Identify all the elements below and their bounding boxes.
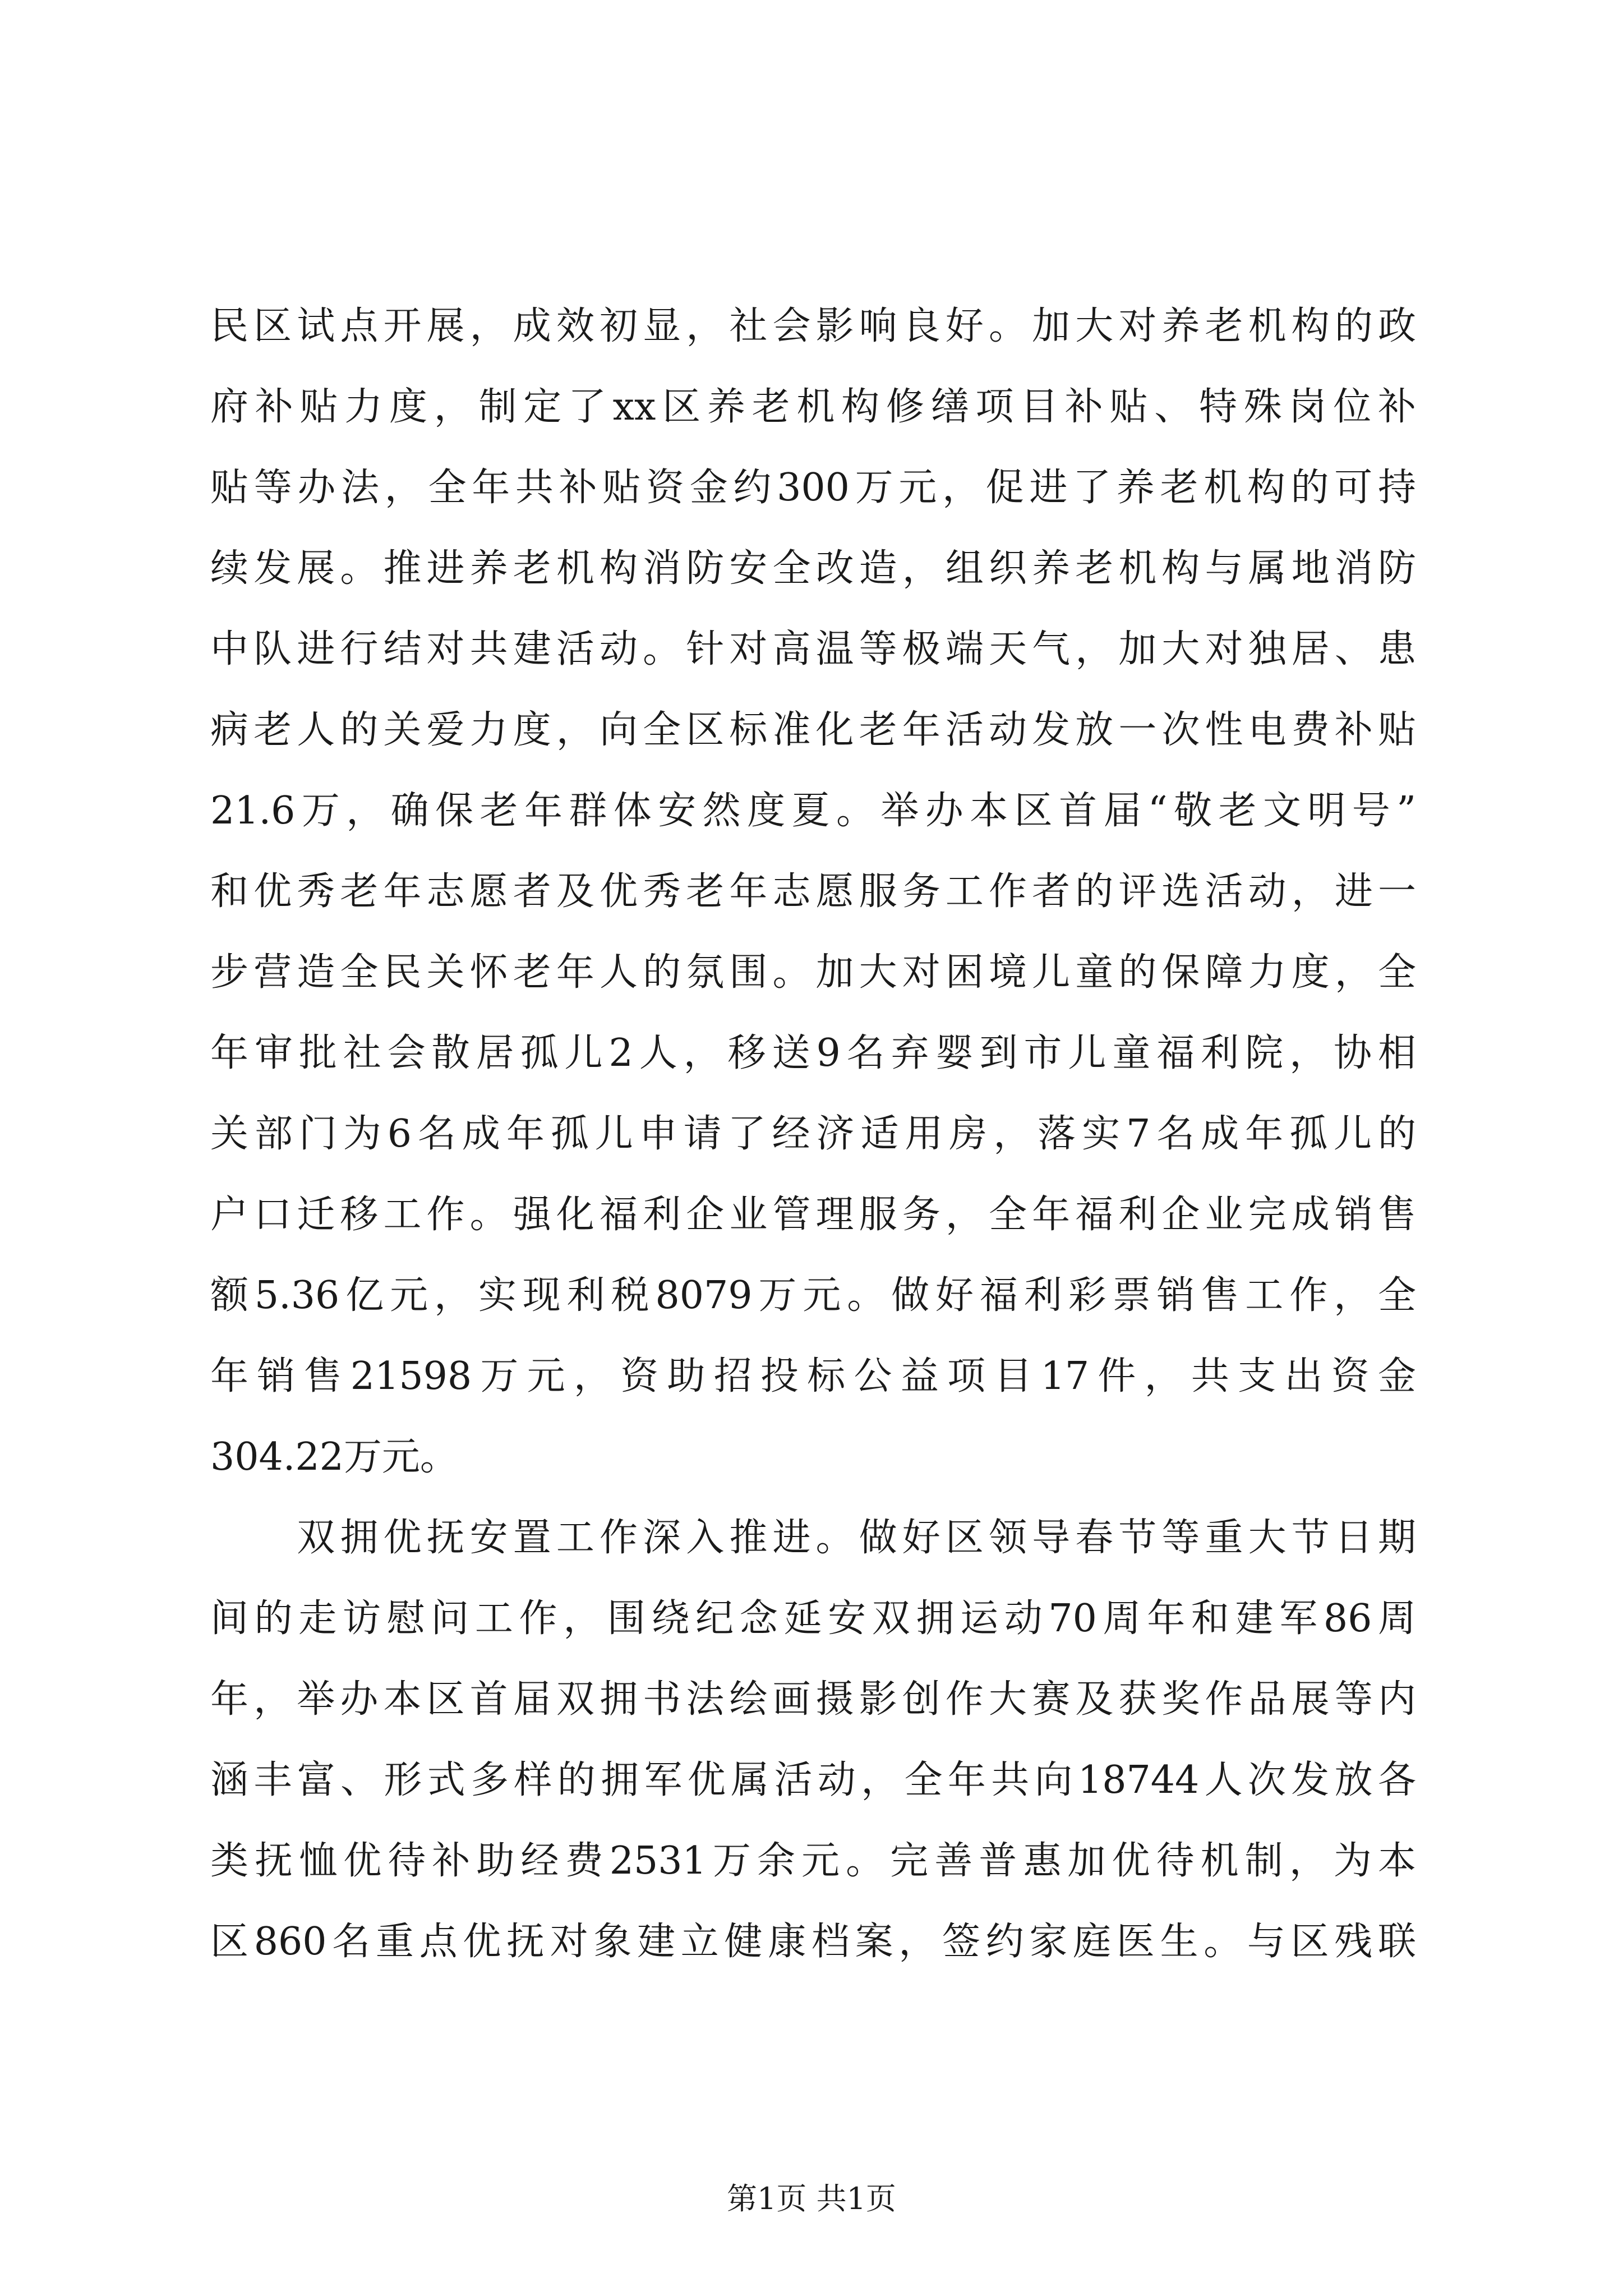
text-line: 年，举办本区首届双拥书法绘画摄影创作大赛及获奖作品展等内 (210, 1677, 1416, 1722)
text-line: 关部门为6名成年孤儿申请了经济适用房，落实7名成年孤儿的 (210, 1112, 1416, 1156)
text-line: 21.6万，确保老年群体安然度夏。举办本区首届“敬老文明号” (210, 789, 1416, 833)
text-line: 续发展。推进养老机构消防安全改造，组织养老机构与属地消防 (210, 546, 1416, 591)
text-line: 年销售21598万元，资助招投标公益项目17件，共支出资金 (210, 1354, 1416, 1398)
text-line: 类抚恤优待补助经费2531万余元。完善普惠加优待机制，为本 (210, 1839, 1416, 1883)
text-line: 304.22万元。 (210, 1435, 458, 1479)
text-line: 民区试点开展，成效初显，社会影响良好。加大对养老机构的政 (210, 304, 1416, 348)
page-number-label: 第1页 共1页 (727, 2181, 896, 2216)
text-line: 步营造全民关怀老年人的氛围。加大对困境儿童的保障力度，全 (210, 950, 1416, 995)
text-line: 额5.36亿元，实现利税8079万元。做好福利彩票销售工作，全 (210, 1273, 1416, 1318)
text-line: 和优秀老年志愿者及优秀老年志愿服务工作者的评选活动，进一 (210, 869, 1416, 914)
text-line: 户口迁移工作。强化福利企业管理服务，全年福利企业完成销售 (210, 1193, 1416, 1237)
text-line: 间的走访慰问工作，围绕纪念延安双拥运动70周年和建军86周 (210, 1596, 1416, 1641)
text-line: 年审批社会散居孤儿2人，移送9名弃婴到市儿童福利院，协相 (210, 1031, 1416, 1075)
text-line: 病老人的关爱力度，向全区标准化老年活动发放一次性电费补贴 (210, 708, 1416, 752)
body-text (210, 286, 1416, 1982)
text-line: 贴等办法，全年共补贴资金约300万元，促进了养老机构的可持 (210, 466, 1416, 510)
page-footer (0, 2179, 1623, 2219)
text-line: 涵丰富、形式多样的拥军优属活动，全年共向18744人次发放各 (210, 1758, 1416, 1802)
text-line: 府补贴力度，制定了xx区养老机构修缮项目补贴、特殊岗位补 (210, 385, 1416, 429)
text-line: 区860名重点优抚对象建立健康档案，签约家庭医生。与区残联 (210, 1920, 1416, 1964)
text-line: 中队进行结对共建活动。针对高温等极端天气，加大对独居、患 (210, 627, 1416, 671)
text-line: 双拥优抚安置工作深入推进。做好区领导春节等重大节日期 (210, 1516, 1416, 1560)
